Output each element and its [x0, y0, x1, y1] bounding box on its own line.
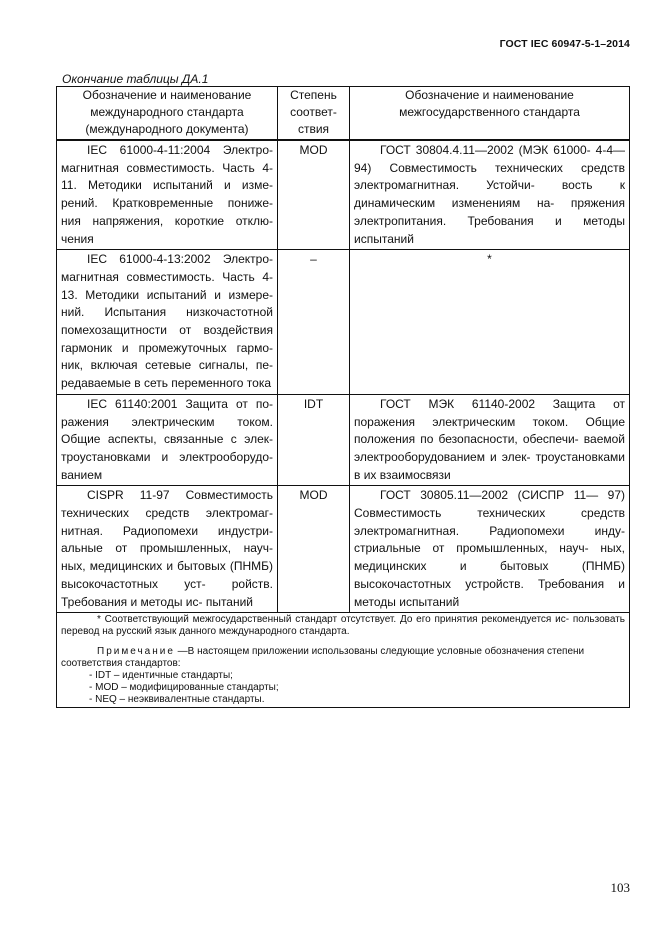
header-interstate-standard: Обозначение и наименование межгосударственного стандарта [350, 87, 630, 141]
cell-degree: – [278, 250, 350, 395]
table-footer-row [57, 613, 630, 708]
note-item-mod: - MOD – модифицированные стандарты; [89, 682, 279, 694]
note-label: Примечание [97, 646, 175, 658]
table-notes [57, 613, 630, 708]
cell-degree: MOD [278, 140, 350, 250]
footnote: * Соответствующий межгосударственный стандарт отсутствует. До его принятия рекомендуется ис- пользовать перевод на русский язык данного международного стандарта. [61, 614, 625, 638]
table-row [57, 394, 630, 486]
table-row [57, 486, 630, 613]
table-row [57, 250, 630, 395]
header-degree-of-conformity: Степень соответ- ствия [278, 87, 350, 141]
cell-interstate-standard: ГОСТ 30805.11—2002 (СИСПР 11— 97) Совместимость технических средств электромагнитная. Радиопомехи инду- стриальные от промышленных, науч- ных, медицинских и бытовых (ПНМБ) высокочастотных устройств. Требования и методы испытаний [350, 486, 630, 613]
document-code: ГОСТ IEC 60947-5-1–2014 [499, 38, 630, 50]
note-item-neq: - NEQ – неэквивалентные стандарты. [89, 694, 265, 706]
cell-degree: IDT [278, 394, 350, 486]
cell-international-standard: IEC 61000-4-13:2002 Электро- магнитная совместимость. Часть 4- 13. Методики испытаний и измере- ний. Испытания низкочастотной помехозащитности от воздействия гармоник и промежуточных гармо- ник, включая сетевые сигналы, пе- редаваемые в сеть переменного тока [57, 250, 278, 395]
cell-international-standard: IEC 61000-4-11:2004 Электро- магнитная совместимость. Часть 4-11. Методики испытаний и изме- рений. Кратковременные пониже- ния напряжения, короткие отклю- чения [57, 140, 278, 250]
table-row [57, 140, 630, 250]
cell-international-standard: IEC 61140:2001 Защита от по- ражения электрическим током. Общие аспекты, связанные с элек- троустановками и электрооборудо- ванием [57, 394, 278, 486]
header-international-standard: Обозначение и наименование международного стандарта (международного документа) [57, 87, 278, 141]
cell-interstate-standard: * [350, 250, 630, 395]
note-text: —В настоящем приложении использованы следующие условные обозначения степени соответствия стандартов: [61, 646, 585, 670]
standards-table [56, 86, 630, 708]
page-number: 103 [610, 880, 630, 895]
cell-interstate-standard: ГОСТ 30804.4.11—2002 (МЭК 61000- 4-4—94) Совместимость технических средств электромагнитная. Устойчи- вость к динамическим изменениям на- пряжения электропитания. Требования и методы испытаний [350, 140, 630, 250]
table-header-row [57, 87, 630, 141]
table-caption: Окончание таблицы ДА.1 [62, 72, 209, 86]
cell-interstate-standard: ГОСТ МЭК 61140-2002 Защита от поражения электрическим током. Общие положения по безопасности, обеспечи- ваемой электрооборудованием и элек- троустановками в их взаимосвязи [350, 394, 630, 486]
note-paragraph [61, 646, 625, 670]
note-item-idt: - IDT – идентичные стандарты; [89, 670, 233, 682]
cell-degree: MOD [278, 486, 350, 613]
cell-international-standard: CISPR 11-97 Совместимость технических средств электромаг- нитная. Радиопомехи индустри- альные от промышленных, науч- ных, медицинских и бытовых (ПНМБ) высокочастотных уст- ройств. Требования и методы ис- пытаний [57, 486, 278, 613]
